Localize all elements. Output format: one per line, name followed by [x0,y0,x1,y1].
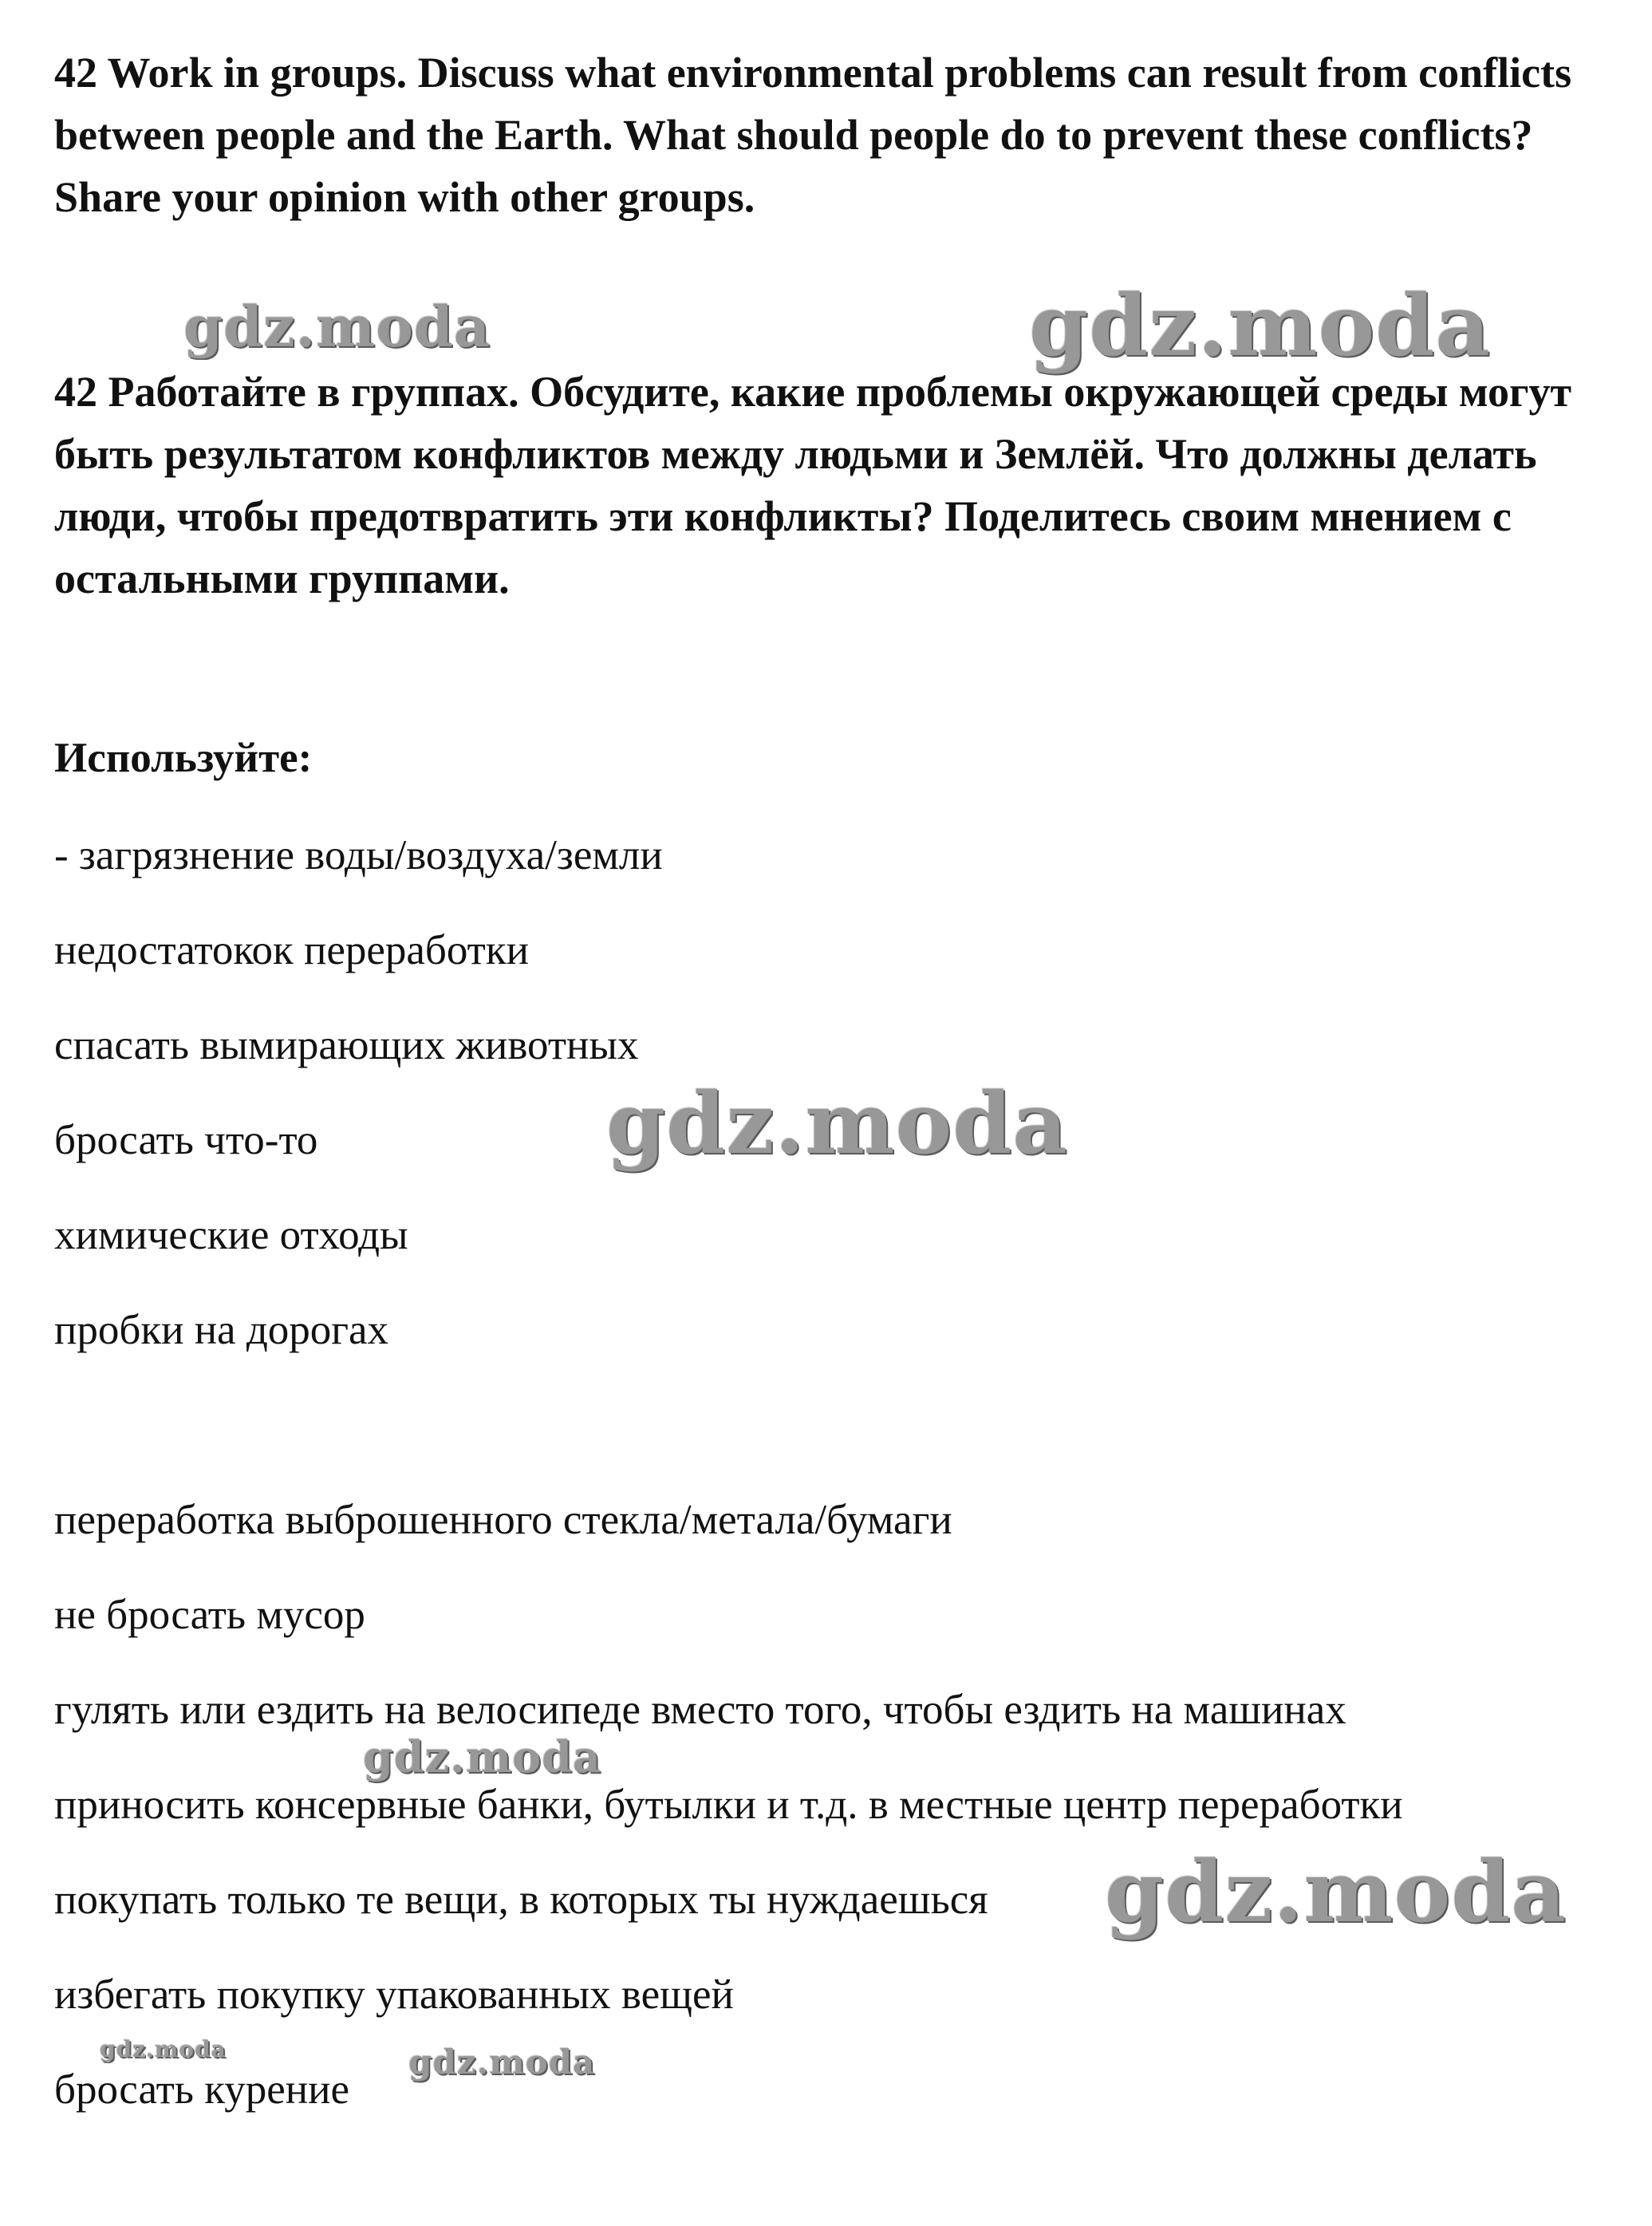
watermark: gdz.moda [1029,275,1491,375]
task-english: 42 Work in groups. Discuss what environmental problems can result from conflicts between people and the Earth. What should people do to prevent these conflicts? Share your opinion with other groups. [54,49,1572,221]
problem-item: - загрязнение воды/воздуха/земли [54,832,663,878]
solution-item: приносить консервные банки, бутылки и т.д. в местные центр переработки [54,1782,1403,1828]
solution-item: переработка выброшенного стекла/метала/бумаги [54,1497,952,1543]
solution-item: бросать курение [54,2066,349,2113]
watermark: gdz.moda [183,294,491,360]
solution-item: избегать покупку упакованных вещей [54,1971,734,2018]
watermark: gdz.moda [363,1731,601,1782]
solution-item: гулять или ездить на велосипеде вместо того, чтобы ездить на машинах [54,1687,1346,1733]
problem-item: бросать что-то [54,1117,318,1163]
problem-item: химические отходы [54,1212,408,1258]
solution-item: покупать только те вещи, в которых ты нуждаешься [54,1877,988,1923]
problem-item: недостатокок переработки [54,927,529,973]
problem-item: пробки на дорогах [54,1307,389,1353]
problem-item: спасать вымирающих животных [54,1022,639,1068]
solution-item: не бросать мусор [54,1592,365,1638]
watermark: gdz.moda [408,2042,596,2082]
watermark: gdz.moda [100,2036,227,2062]
use-heading: Используйте: [54,735,313,781]
watermark: gdz.moda [606,1073,1068,1173]
task-russian: 42 Работайте в группах. Обсудите, какие проблемы окружающей среды могут быть результатом конфликтов между людьми и Землёй. Что должны делать люди, чтобы предотвратить эти конфликты? Поделитесь своим мнением с остальными группами. [54,368,1572,602]
watermark: gdz.moda [1105,1841,1567,1941]
